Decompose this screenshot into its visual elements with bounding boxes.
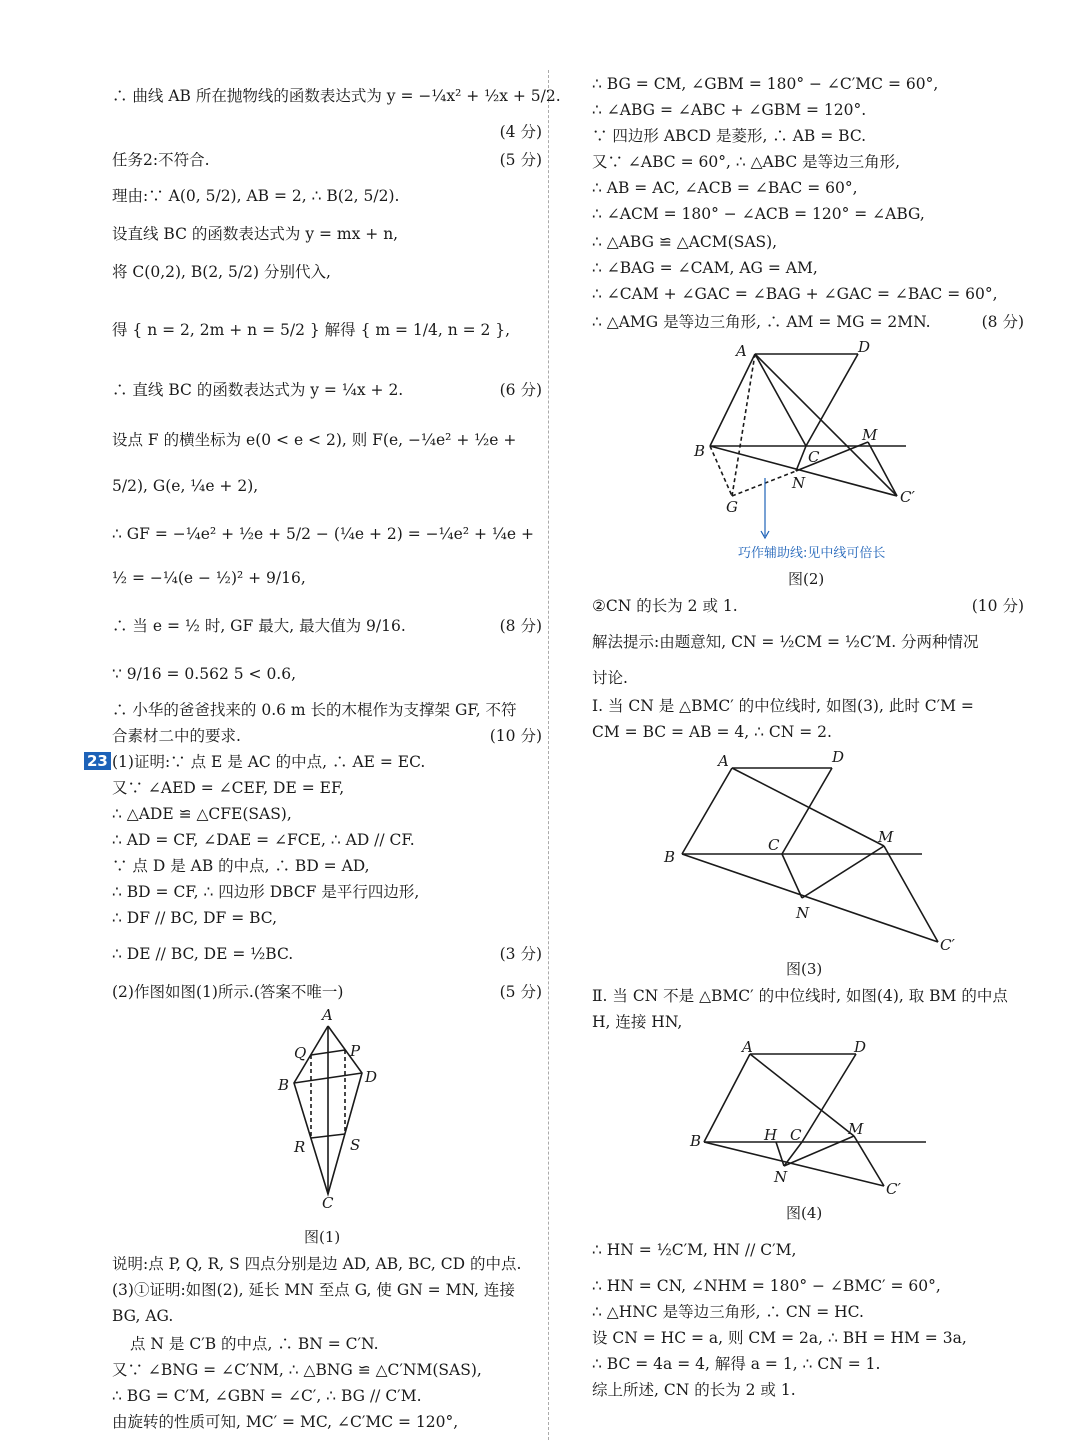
text-line: 讨论. <box>592 669 628 687</box>
text-line: (1)证明:∵ 点 E 是 AC 的中点, ∴ AE = EC. <box>112 753 426 771</box>
text-line: ∴ AD = CF, ∠DAE = ∠FCE, ∴ AD // CF. <box>112 831 415 849</box>
text-line: ∵ 9/16 = 0.562 5 < 0.6, <box>112 665 297 683</box>
text-line: ∴ △ADE ≌ △CFE(SAS), <box>112 805 292 823</box>
text-line: ∴ △ABG ≌ △ACM(SAS), <box>592 233 778 251</box>
fig2-label: B <box>694 442 706 460</box>
fig1-label: B <box>278 1076 290 1094</box>
text-line: ∴ GF = −¼e² + ½e + 5/2 − (¼e + 2) = −¼e² + ¼e + <box>112 525 535 543</box>
figure-4-caption: 图(4) <box>786 1204 823 1222</box>
fig1-label: Q <box>294 1044 307 1062</box>
figure-3-caption: 图(3) <box>786 960 823 978</box>
text-line: BG, AG. <box>112 1307 174 1325</box>
text-line: ∴ 当 e = ½ 时, GF 最大, 最大值为 9/16. <box>112 617 406 635</box>
figure-3 <box>662 746 972 956</box>
text-line: ∴ BC = 4a = 4, 解得 a = 1, ∴ CN = 1. <box>592 1355 881 1373</box>
fig3-label: A <box>718 752 729 770</box>
fig2-label: C′ <box>900 488 915 506</box>
score: (8 分) <box>981 313 1024 331</box>
score: (3 分) <box>499 945 542 963</box>
fig1-label: C <box>322 1194 334 1212</box>
text-line: ∴ BD = CF, ∴ 四边形 DBCF 是平行四边形, <box>112 883 420 901</box>
fig2-label: N <box>792 474 806 492</box>
fig1-label: R <box>294 1138 306 1156</box>
text-line: ∵ 四边形 ABCD 是菱形, ∴ AB = BC. <box>592 127 867 145</box>
fig2-label: A <box>736 342 747 360</box>
fig3-label: B <box>664 848 676 866</box>
fig3-label: M <box>878 828 894 846</box>
text-line: ②CN 的长为 2 或 1. <box>592 597 738 615</box>
text-line: ∴ 直线 BC 的函数表达式为 y = ¼x + 2. <box>112 381 404 399</box>
fig2-label: C <box>808 448 820 466</box>
fig4-label: N <box>774 1168 788 1186</box>
score: (5 分) <box>499 151 542 169</box>
text-line: (3)①证明:如图(2), 延长 MN 至点 G, 使 GN = MN, 连接 <box>112 1281 515 1299</box>
fig4-label: D <box>854 1038 867 1056</box>
figure-4 <box>690 1036 940 1202</box>
text-line: ∴ △AMG 是等边三角形, ∴ AM = MG = 2MN. <box>592 313 931 331</box>
fig4-label: A <box>742 1038 753 1056</box>
text-line: (2)作图如图(1)所示.(答案不唯一) <box>112 983 344 1001</box>
score: (6 分) <box>499 381 542 399</box>
score: (10 分) <box>489 727 542 745</box>
text-line: 又∵ ∠BNG = ∠C′NM, ∴ △BNG ≌ △C′NM(SAS), <box>112 1361 482 1379</box>
score: (5 分) <box>499 983 542 1001</box>
text-line: ∴ BG = CM, ∠GBM = 180° − ∠C′MC = 60°, <box>592 75 939 93</box>
fig3-label: N <box>796 904 810 922</box>
column-divider <box>548 70 549 1440</box>
text-line: 又∵ ∠AED = ∠CEF, DE = EF, <box>112 779 345 797</box>
fig1-label: P <box>350 1042 361 1060</box>
figure-1-caption: 图(1) <box>304 1228 341 1246</box>
text-line: ∴ ∠ABG = ∠ABC + ∠GBM = 120°. <box>592 101 867 119</box>
text-line: 点 N 是 C′B 的中点, ∴ BN = C′N. <box>130 1335 379 1353</box>
text-line: ∴ 小华的爸爸找来的 0.6 m 长的木棍作为支撑架 GF, 不符 <box>112 701 517 719</box>
fig3-label: D <box>832 748 845 766</box>
text-line: 设点 F 的横坐标为 e(0 < e < 2), 则 F(e, −¼e² + ½e + <box>112 431 517 449</box>
fig4-label: B <box>690 1132 702 1150</box>
text-line: 说明:点 P, Q, R, S 四点分别是边 AD, AB, BC, CD 的中点. <box>112 1255 522 1273</box>
text-line: ∴ BG = C′M, ∠GBN = ∠C′, ∴ BG // C′M. <box>112 1387 422 1405</box>
fig3-label: C <box>768 836 780 854</box>
score: (4 分) <box>499 123 542 141</box>
fig4-label: C′ <box>886 1180 901 1198</box>
text-line: Ⅱ. 当 CN 不是 △BMC′ 的中位线时, 如图(4), 取 BM 的中点 <box>592 987 1008 1005</box>
figure-2 <box>692 336 932 546</box>
text-line: 将 C(0,2), B(2, 5/2) 分别代入, <box>112 263 331 281</box>
figure-1 <box>272 1006 392 1212</box>
text-line: ∴ HN = ½C′M, HN // C′M, <box>592 1241 797 1259</box>
fig3-label: C′ <box>940 936 955 954</box>
fig2-label: G <box>726 498 738 516</box>
text-line: 又∵ ∠ABC = 60°, ∴ △ABC 是等边三角形, <box>592 153 901 171</box>
text-line: ∴ DE // BC, DE = ½BC. <box>112 945 294 963</box>
text-line: 由旋转的性质可知, MC′ = MC, ∠C′MC = 120°, <box>112 1413 459 1431</box>
text-line: ∴ ∠ACM = 180° − ∠ACB = 120° = ∠ABG, <box>592 205 925 223</box>
text-line: 5/2), G(e, ¼e + 2), <box>112 477 259 495</box>
text-line: ∴ DF // BC, DF = BC, <box>112 909 278 927</box>
text-line: ∴ ∠CAM + ∠GAC = ∠BAG + ∠GAC = ∠BAC = 60°, <box>592 285 998 303</box>
score: (10 分) <box>971 597 1024 615</box>
fig1-label: S <box>350 1136 361 1154</box>
text-line: ∴ HN = CN, ∠NHM = 180° − ∠BMC′ = 60°, <box>592 1277 941 1295</box>
fig2-label: M <box>862 426 878 444</box>
hint-note: 巧作辅助线:见中线可倍长 <box>738 546 886 561</box>
text-line: ½ = −¼(e − ½)² + 9/16, <box>112 569 306 587</box>
fig2-label: D <box>858 338 871 356</box>
text-line: CM = BC = AB = 4, ∴ CN = 2. <box>592 723 832 741</box>
fig4-label: M <box>848 1120 864 1138</box>
text-line: 任务2:不符合. <box>112 151 210 169</box>
text-line: 设 CN = HC = a, 则 CM = 2a, ∴ BH = HM = 3a, <box>592 1329 967 1347</box>
fig1-label: D <box>365 1068 378 1086</box>
question-number-badge: 23 <box>84 752 111 770</box>
fig4-label: H <box>764 1126 778 1144</box>
text-line: 设直线 BC 的函数表达式为 y = mx + n, <box>112 225 399 243</box>
text-line: Ⅰ. 当 CN 是 △BMC′ 的中位线时, 如图(3), 此时 C′M = <box>592 697 974 715</box>
figure-2-caption: 图(2) <box>788 570 825 588</box>
text-line: 解法提示:由题意知, CN = ½CM = ½C′M. 分两种情况 <box>592 633 979 651</box>
score: (8 分) <box>499 617 542 635</box>
text-line: H, 连接 HN, <box>592 1013 683 1031</box>
text-line: 理由:∵ A(0, 5/2), AB = 2, ∴ B(2, 5/2). <box>112 187 400 205</box>
text-line: 综上所述, CN 的长为 2 或 1. <box>592 1381 796 1399</box>
fig1-label: A <box>322 1006 333 1024</box>
text-line: ∴ ∠BAG = ∠CAM, AG = AM, <box>592 259 818 277</box>
text-line: 得 { n = 2, 2m + n = 5/2 } 解得 { m = 1/4, n = 2 }, <box>112 321 511 339</box>
text-line: ∴ AB = AC, ∠ACB = ∠BAC = 60°, <box>592 179 858 197</box>
text-line: ∵ 点 D 是 AB 的中点, ∴ BD = AD, <box>112 857 370 875</box>
text-line: ∴ △HNC 是等边三角形, ∴ CN = HC. <box>592 1303 864 1321</box>
text-line: ∴ 曲线 AB 所在抛物线的函数表达式为 y = −¼x² + ½x + 5/2. <box>112 87 561 105</box>
fig4-label: C <box>790 1126 802 1144</box>
text-line: 合素材二中的要求. <box>112 727 241 745</box>
